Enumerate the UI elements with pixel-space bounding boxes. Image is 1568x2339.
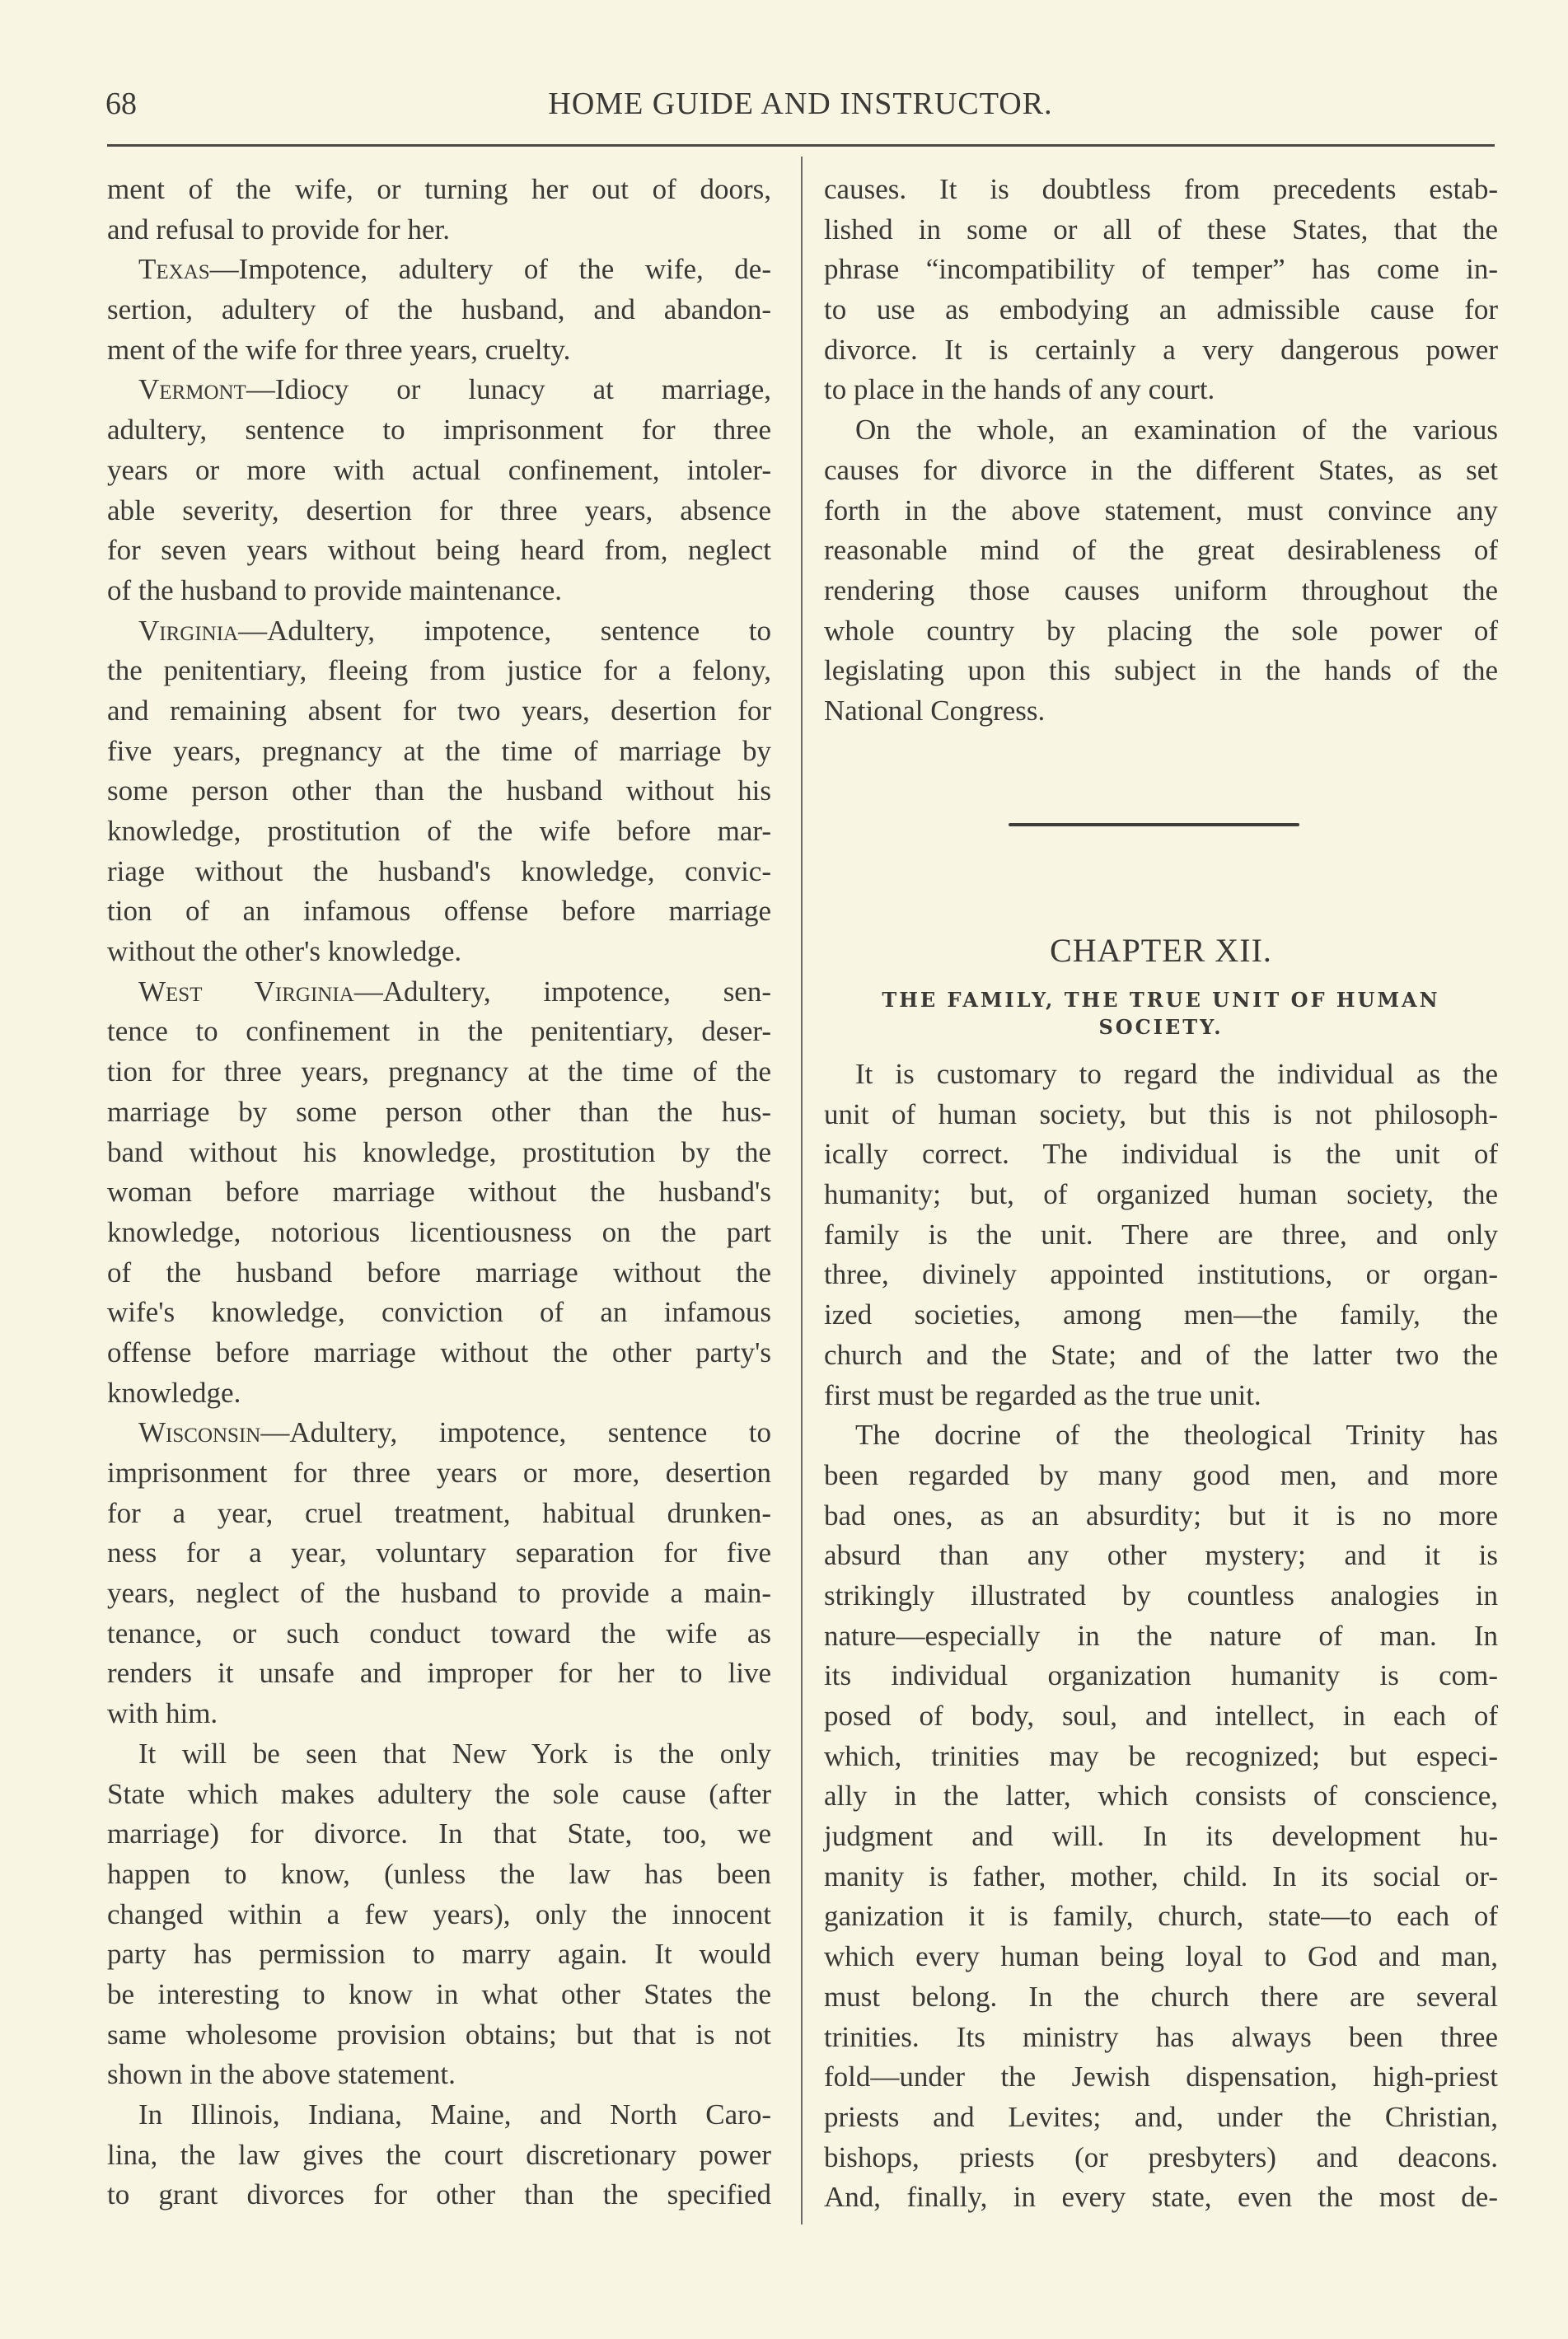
text-line bbox=[824, 1536, 1498, 1576]
chapter-subtitle: THE FAMILY, THE TRUE UNIT OF HUMAN SOCIETY. bbox=[882, 988, 1440, 1039]
text-line bbox=[824, 1857, 1498, 1897]
line-text: marriage) for divorce. In that State, too, we bbox=[107, 1817, 771, 1850]
line-text: for seven years without being heard from, neglect bbox=[107, 534, 771, 567]
text-line bbox=[107, 852, 771, 892]
line-text: National Congress. bbox=[824, 694, 1046, 727]
line-text: and remaining absent for two years, desertion for bbox=[107, 694, 771, 727]
state-name: Wisconsin bbox=[138, 1416, 261, 1449]
text-line bbox=[824, 1937, 1498, 1977]
state-name: Virginia bbox=[138, 614, 239, 647]
text-line bbox=[107, 1092, 771, 1133]
line-text: judgment and will. In its development hu- bbox=[824, 1820, 1498, 1853]
line-text: band without his knowledge, prostitution by the bbox=[107, 1135, 771, 1168]
text-line bbox=[824, 1656, 1498, 1696]
text-line bbox=[107, 2095, 771, 2136]
paragraph bbox=[107, 370, 771, 610]
text-line bbox=[824, 1175, 1498, 1215]
line-text: rendering those causes uniform throughout the bbox=[824, 573, 1498, 606]
text-line bbox=[824, 170, 1498, 210]
text-line bbox=[107, 771, 771, 812]
text-line bbox=[107, 1574, 771, 1614]
state-name: West Virginia bbox=[138, 975, 354, 1008]
chapter-title: CHAPTER XII. bbox=[1050, 932, 1272, 969]
line-text: bishops, priests (or presbyters) and deacons. bbox=[824, 2140, 1498, 2173]
text-line bbox=[107, 1814, 771, 1855]
line-text: posed of body, soul, and intellect, in each of bbox=[824, 1700, 1498, 1732]
line-text: family is the unit. There are three, and only bbox=[824, 1218, 1498, 1251]
line-text: On the whole, an examination of the various bbox=[855, 414, 1498, 447]
line-text: for a year, cruel treatment, habitual drunken- bbox=[107, 1496, 771, 1529]
line-text: tenance, or such conduct toward the wife as bbox=[107, 1616, 771, 1649]
text-line bbox=[824, 571, 1498, 611]
text-line bbox=[107, 1494, 771, 1534]
text-line bbox=[824, 250, 1498, 290]
line-text: —Adultery, impotence, sen- bbox=[353, 975, 771, 1008]
line-text: must belong. In the church there are several bbox=[824, 1980, 1498, 2013]
text-line bbox=[824, 1215, 1498, 1256]
text-line bbox=[107, 170, 771, 210]
line-text: ment of the wife for three years, cruelty. bbox=[107, 333, 571, 366]
line-text: reasonable mind of the great desirableness of bbox=[824, 534, 1498, 567]
text-line bbox=[107, 1012, 771, 1052]
text-line bbox=[107, 330, 771, 371]
line-text: wife's knowledge, conviction of an infamous bbox=[107, 1296, 771, 1329]
text-line bbox=[107, 691, 771, 732]
text-line bbox=[107, 1052, 771, 1092]
line-text: ally in the latter, which consists of conscience, bbox=[824, 1780, 1498, 1813]
line-text: first must be regarded as the true unit. bbox=[824, 1378, 1261, 1411]
text-line bbox=[107, 1975, 771, 2015]
line-text: which, trinities may be recognized; but especi- bbox=[824, 1739, 1498, 1772]
text-line bbox=[824, 451, 1498, 491]
paragraph bbox=[107, 170, 771, 250]
text-line bbox=[107, 571, 771, 611]
line-text: strikingly illustrated by countless analogies in bbox=[824, 1579, 1498, 1612]
text-line bbox=[824, 1616, 1498, 1657]
line-text: whole country by placing the sole power of bbox=[824, 614, 1498, 647]
text-line bbox=[824, 1336, 1498, 1376]
chapter-body bbox=[824, 1055, 1498, 2218]
line-text: phrase “incompatibility of temper” has come in- bbox=[824, 253, 1498, 286]
text-line bbox=[824, 1415, 1498, 1456]
text-line bbox=[824, 1255, 1498, 1295]
text-line bbox=[824, 1055, 1498, 1095]
line-text: divorce. It is certainly a very dangerous power bbox=[824, 333, 1498, 366]
text-line bbox=[107, 451, 771, 491]
line-text: marriage by some person other than the hus- bbox=[107, 1095, 771, 1128]
text-line bbox=[107, 1934, 771, 1975]
line-text: The docrine of the theological Trinity has bbox=[855, 1419, 1498, 1452]
text-line bbox=[824, 1376, 1498, 1416]
line-text: humanity; but, of organized human society, the bbox=[824, 1178, 1498, 1211]
text-line bbox=[107, 1654, 771, 1694]
text-line bbox=[107, 2015, 771, 2056]
text-line bbox=[824, 410, 1498, 451]
line-text: to place in the hands of any court. bbox=[824, 373, 1215, 406]
line-text: —Adultery, impotence, sentence to bbox=[260, 1416, 771, 1449]
line-text: to grant divorces for other than the specified bbox=[107, 2178, 771, 2211]
text-line bbox=[107, 972, 771, 1013]
paragraph bbox=[107, 1413, 771, 1734]
text-line bbox=[824, 1496, 1498, 1537]
text-line bbox=[107, 290, 771, 330]
line-text: able severity, desertion for three years, absence bbox=[107, 494, 771, 526]
line-text: ganization it is family, church, state—to each of bbox=[824, 1900, 1498, 1933]
line-text: And, finally, in every state, even the most de- bbox=[824, 2181, 1498, 2214]
text-line bbox=[824, 1456, 1498, 1496]
line-text: fold—under the Jewish dispensation, high-priest bbox=[824, 2061, 1498, 2093]
text-line bbox=[107, 2136, 771, 2176]
line-text: knowledge. bbox=[107, 1376, 241, 1409]
running-title: HOME GUIDE AND INSTRUCTOR. bbox=[548, 87, 1053, 121]
line-text: tence to confinement in the penitentiary, deser- bbox=[107, 1015, 771, 1048]
state-name: Texas bbox=[138, 253, 210, 286]
paragraph bbox=[107, 250, 771, 370]
paragraph bbox=[824, 170, 1498, 410]
text-line bbox=[824, 491, 1498, 531]
line-text: same wholesome provision obtains; but that is not bbox=[107, 2018, 771, 2051]
text-line bbox=[107, 1895, 771, 1935]
line-text: causes. It is doubtless from precedents estab- bbox=[824, 173, 1498, 205]
line-text: bad ones, as an absurdity; but it is no more bbox=[824, 1499, 1498, 1532]
text-line bbox=[824, 330, 1498, 371]
text-line bbox=[107, 491, 771, 531]
text-line bbox=[824, 1696, 1498, 1737]
paragraph bbox=[107, 611, 771, 972]
line-text: changed within a few years), only the innocent bbox=[107, 1897, 771, 1930]
text-line bbox=[824, 2138, 1498, 2178]
text-line bbox=[107, 1413, 771, 1453]
text-line bbox=[107, 2055, 771, 2095]
line-text: —Idiocy or lunacy at marriage, bbox=[246, 373, 771, 406]
line-text: unit of human society, but this is not philosoph- bbox=[824, 1097, 1498, 1130]
text-line bbox=[824, 2098, 1498, 2138]
text-line bbox=[107, 1734, 771, 1775]
chapter-separator-rule bbox=[1009, 823, 1299, 826]
line-text: ment of the wife, or turning her out of doors, bbox=[107, 173, 771, 205]
line-text: woman before marriage without the husband's bbox=[107, 1176, 771, 1209]
text-line bbox=[107, 1373, 771, 1414]
line-text: priests and Levites; and, under the Christian, bbox=[824, 2100, 1498, 2133]
header-rule bbox=[107, 144, 1495, 147]
text-line bbox=[107, 370, 771, 410]
line-text: nature—especially in the nature of man. In bbox=[824, 1619, 1498, 1652]
text-line bbox=[107, 410, 771, 451]
text-line bbox=[107, 1775, 771, 1815]
line-text: offense before marriage without the other party's bbox=[107, 1336, 771, 1368]
text-line bbox=[824, 531, 1498, 571]
line-text: without the other's knowledge. bbox=[107, 935, 462, 968]
text-line bbox=[824, 1134, 1498, 1175]
text-line bbox=[824, 611, 1498, 652]
text-line bbox=[824, 290, 1498, 330]
line-text: riage without the husband's knowledge, convic- bbox=[107, 854, 771, 887]
right-column-top bbox=[824, 170, 1498, 732]
line-text: absurd than any other mystery; and it is bbox=[824, 1539, 1498, 1572]
line-text: shown in the above statement. bbox=[107, 2058, 456, 2091]
line-text: to use as embodying an admissible cause for bbox=[824, 293, 1498, 326]
text-line bbox=[107, 1614, 771, 1654]
line-text: ized societies, among men—the family, the bbox=[824, 1298, 1498, 1331]
line-text: be interesting to know in what other States the bbox=[107, 1977, 771, 2010]
line-text: party has permission to marry again. It would bbox=[107, 1938, 771, 1971]
text-line bbox=[107, 1333, 771, 1373]
text-line bbox=[824, 2178, 1498, 2218]
line-text: its individual organization humanity is com- bbox=[824, 1659, 1498, 1692]
line-text: years, neglect of the husband to provide a main- bbox=[107, 1577, 771, 1610]
line-text: been regarded by many good men, and more bbox=[824, 1458, 1498, 1491]
line-text: tion for three years, pregnancy at the time of the bbox=[107, 1055, 771, 1088]
text-line bbox=[107, 210, 771, 250]
text-line bbox=[824, 691, 1498, 732]
text-line bbox=[824, 651, 1498, 691]
text-line bbox=[107, 1253, 771, 1293]
line-text: ness for a year, voluntary separation for five bbox=[107, 1537, 771, 1569]
text-line bbox=[107, 2175, 771, 2215]
line-text: causes for divorce in the different States, as set bbox=[824, 453, 1498, 486]
text-line bbox=[824, 2018, 1498, 2058]
line-text: lina, the law gives the court discretionary power bbox=[107, 2138, 771, 2171]
text-line bbox=[107, 1172, 771, 1213]
line-text: five years, pregnancy at the time of marriage by bbox=[107, 734, 771, 767]
text-line bbox=[107, 732, 771, 772]
paragraph bbox=[824, 410, 1498, 732]
line-text: lished in some or all of these States, that the bbox=[824, 213, 1498, 246]
line-text: the penitentiary, fleeing from justice for a felony, bbox=[107, 654, 771, 687]
line-text: with him. bbox=[107, 1697, 218, 1730]
text-line bbox=[107, 812, 771, 852]
text-line bbox=[824, 1737, 1498, 1777]
text-line bbox=[107, 1855, 771, 1895]
line-text: some person other than the husband without his bbox=[107, 774, 771, 807]
paragraph bbox=[824, 1055, 1498, 1415]
line-text: and refusal to provide for her. bbox=[107, 213, 450, 246]
paragraph bbox=[824, 1415, 1498, 2218]
text-line bbox=[107, 531, 771, 571]
line-text: church and the State; and of the latter two the bbox=[824, 1338, 1498, 1371]
text-line bbox=[824, 1817, 1498, 1857]
text-line bbox=[824, 1977, 1498, 2018]
line-text: of the husband before marriage without the bbox=[107, 1256, 771, 1289]
line-text: legislating upon this subject in the hands of the bbox=[824, 654, 1498, 687]
text-line bbox=[107, 932, 771, 972]
line-text: knowledge, prostitution of the wife before mar- bbox=[107, 815, 771, 847]
text-line bbox=[824, 1897, 1498, 1937]
text-line bbox=[824, 1576, 1498, 1616]
state-name: Vermont bbox=[138, 373, 246, 406]
left-column bbox=[107, 170, 771, 2215]
line-text: tion of an infamous offense before marriage bbox=[107, 895, 771, 928]
paragraph bbox=[107, 1734, 771, 2095]
column-divider bbox=[801, 157, 803, 2224]
line-text: renders it unsafe and improper for her to live bbox=[107, 1657, 771, 1690]
line-text: forth in the above statement, must convince any bbox=[824, 494, 1498, 526]
line-text: adultery, sentence to imprisonment for three bbox=[107, 414, 771, 447]
text-line bbox=[824, 210, 1498, 250]
page-number: 68 bbox=[105, 87, 137, 121]
line-text: knowledge, notorious licentiousness on the part bbox=[107, 1215, 771, 1248]
line-text: It is customary to regard the individual as the bbox=[855, 1058, 1498, 1090]
text-line bbox=[824, 1095, 1498, 1135]
text-line bbox=[824, 1295, 1498, 1336]
text-line bbox=[107, 250, 771, 290]
text-line bbox=[107, 1213, 771, 1253]
line-text: three, divinely appointed institutions, or organ- bbox=[824, 1258, 1498, 1291]
text-line bbox=[824, 370, 1498, 410]
line-text: State which makes adultery the sole cause (after bbox=[107, 1777, 771, 1810]
paragraph bbox=[107, 2095, 771, 2215]
line-text: which every human being loyal to God and man, bbox=[824, 1940, 1498, 1973]
line-text: sertion, adultery of the husband, and abandon- bbox=[107, 293, 771, 326]
text-line bbox=[107, 611, 771, 652]
line-text: happen to know, (unless the law has been bbox=[107, 1857, 771, 1890]
text-line bbox=[824, 1776, 1498, 1817]
line-text: years or more with actual confinement, intoler- bbox=[107, 453, 771, 486]
text-line bbox=[107, 1133, 771, 1173]
line-text: manity is father, mother, child. In its social or- bbox=[824, 1860, 1498, 1892]
line-text: It will be seen that New York is the only bbox=[138, 1737, 771, 1770]
text-line bbox=[107, 651, 771, 691]
line-text: trinities. Its ministry has always been three bbox=[824, 2020, 1498, 2053]
text-line bbox=[107, 891, 771, 932]
line-text: imprisonment for three years or more, desertion bbox=[107, 1457, 771, 1489]
text-line bbox=[107, 1694, 771, 1734]
text-line bbox=[107, 1293, 771, 1333]
line-text: ically correct. The individual is the unit of bbox=[824, 1138, 1498, 1171]
text-line bbox=[824, 2057, 1498, 2098]
paragraph bbox=[107, 972, 771, 1414]
line-text: —Adultery, impotence, sentence to bbox=[238, 614, 771, 647]
text-line bbox=[107, 1533, 771, 1574]
text-line bbox=[107, 1453, 771, 1494]
line-text: of the husband to provide maintenance. bbox=[107, 573, 563, 606]
line-text: In Illinois, Indiana, Maine, and North Caro- bbox=[138, 2098, 771, 2131]
line-text: —Impotence, adultery of the wife, de- bbox=[209, 253, 771, 286]
